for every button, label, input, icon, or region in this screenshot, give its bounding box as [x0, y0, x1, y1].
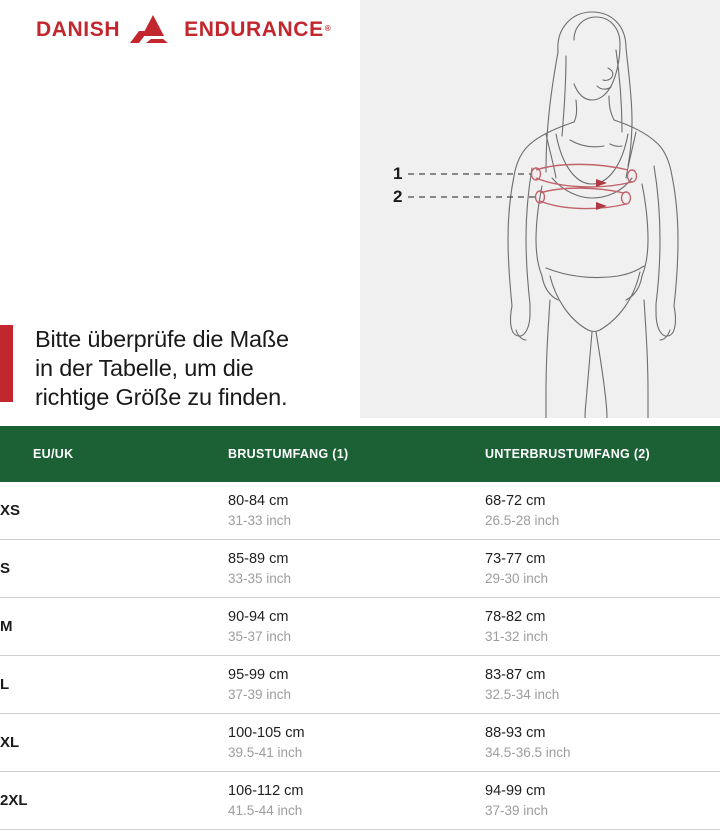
cell-chest — [228, 714, 485, 772]
table-row — [0, 772, 720, 830]
headline-line-3: richtige Größe zu finden. — [35, 384, 288, 410]
table-header — [0, 426, 720, 482]
cell-underbust — [485, 482, 720, 540]
brand-word-danish: DANISH — [36, 17, 121, 41]
measurement-illustration-panel — [360, 0, 720, 418]
chest-cm: 100-105 cm — [228, 724, 305, 741]
chest-inch: 39.5-41 inch — [228, 744, 303, 760]
chest-inch: 33-35 inch — [228, 570, 292, 586]
cell-size: 2XL — [0, 792, 28, 809]
cell-size: L — [0, 676, 10, 693]
page-title — [35, 325, 289, 412]
cell-underbust — [485, 656, 720, 714]
cell-size: S — [0, 560, 11, 577]
cell-size: M — [0, 618, 13, 635]
headline-line-2: in der Tabelle, um die — [35, 355, 254, 381]
table-body — [0, 482, 720, 830]
underbust-inch: 31-32 inch — [485, 628, 549, 644]
cell-size: XL — [0, 734, 20, 751]
female-torso-measurement-diagram-icon — [360, 0, 720, 418]
chest-inch: 31-33 inch — [228, 512, 292, 528]
column-header-underbust: UNTERBRUSTUMFANG (2) — [485, 426, 720, 482]
measurement-marker-2: 2 — [393, 187, 403, 206]
registered-trademark-symbol: ® — [324, 24, 331, 33]
chest-inch: 35-37 inch — [228, 628, 292, 644]
table-row — [0, 714, 720, 772]
underbust-cm: 83-87 cm — [485, 666, 546, 683]
underbust-cm: 78-82 cm — [485, 608, 546, 625]
underbust-inch: 29-30 inch — [485, 570, 549, 586]
underbust-inch: 37-39 inch — [485, 802, 549, 818]
underbust-inch: 34.5-36.5 inch — [485, 744, 571, 760]
cell-chest — [228, 598, 485, 656]
chest-cm: 90-94 cm — [228, 608, 289, 625]
cell-underbust — [485, 772, 720, 830]
underbust-cm: 68-72 cm — [485, 492, 546, 509]
cell-chest — [228, 482, 485, 540]
headline-accent-bar — [0, 325, 13, 402]
cell-chest — [228, 772, 485, 830]
table-row — [0, 598, 720, 656]
chest-cm: 95-99 cm — [228, 666, 289, 683]
measurement-marker-1: 1 — [393, 164, 403, 183]
column-header-chest: BRUSTUMFANG (1) — [228, 426, 485, 482]
headline-line-1: Bitte überprüfe die Maße — [35, 326, 289, 352]
underbust-inch: 26.5-28 inch — [485, 512, 560, 528]
cell-chest — [228, 540, 485, 598]
chest-cm: 106-112 cm — [228, 782, 304, 799]
size-chart-table — [0, 426, 720, 830]
brand-logo — [36, 12, 331, 46]
table-row — [0, 482, 720, 540]
cell-underbust — [485, 598, 720, 656]
underbust-cm: 94-99 cm — [485, 782, 546, 799]
cell-underbust — [485, 540, 720, 598]
table-row — [0, 656, 720, 714]
cell-size: XS — [0, 502, 21, 519]
column-header-size: EU/UK — [0, 426, 228, 482]
cell-underbust — [485, 714, 720, 772]
underbust-cm: 73-77 cm — [485, 550, 546, 567]
table-row — [0, 540, 720, 598]
chest-inch: 37-39 inch — [228, 686, 292, 702]
chest-cm: 85-89 cm — [228, 550, 289, 567]
underbust-cm: 88-93 cm — [485, 724, 546, 741]
chest-inch: 41.5-44 inch — [228, 802, 303, 818]
underbust-inch: 32.5-34 inch — [485, 686, 560, 702]
danish-endurance-triangle-logo-icon — [129, 14, 175, 44]
chest-cm: 80-84 cm — [228, 492, 289, 509]
cell-chest — [228, 656, 485, 714]
table-header-row — [0, 426, 720, 482]
headline-block — [0, 325, 289, 412]
brand-word-endurance: ENDURANCE — [184, 17, 324, 41]
